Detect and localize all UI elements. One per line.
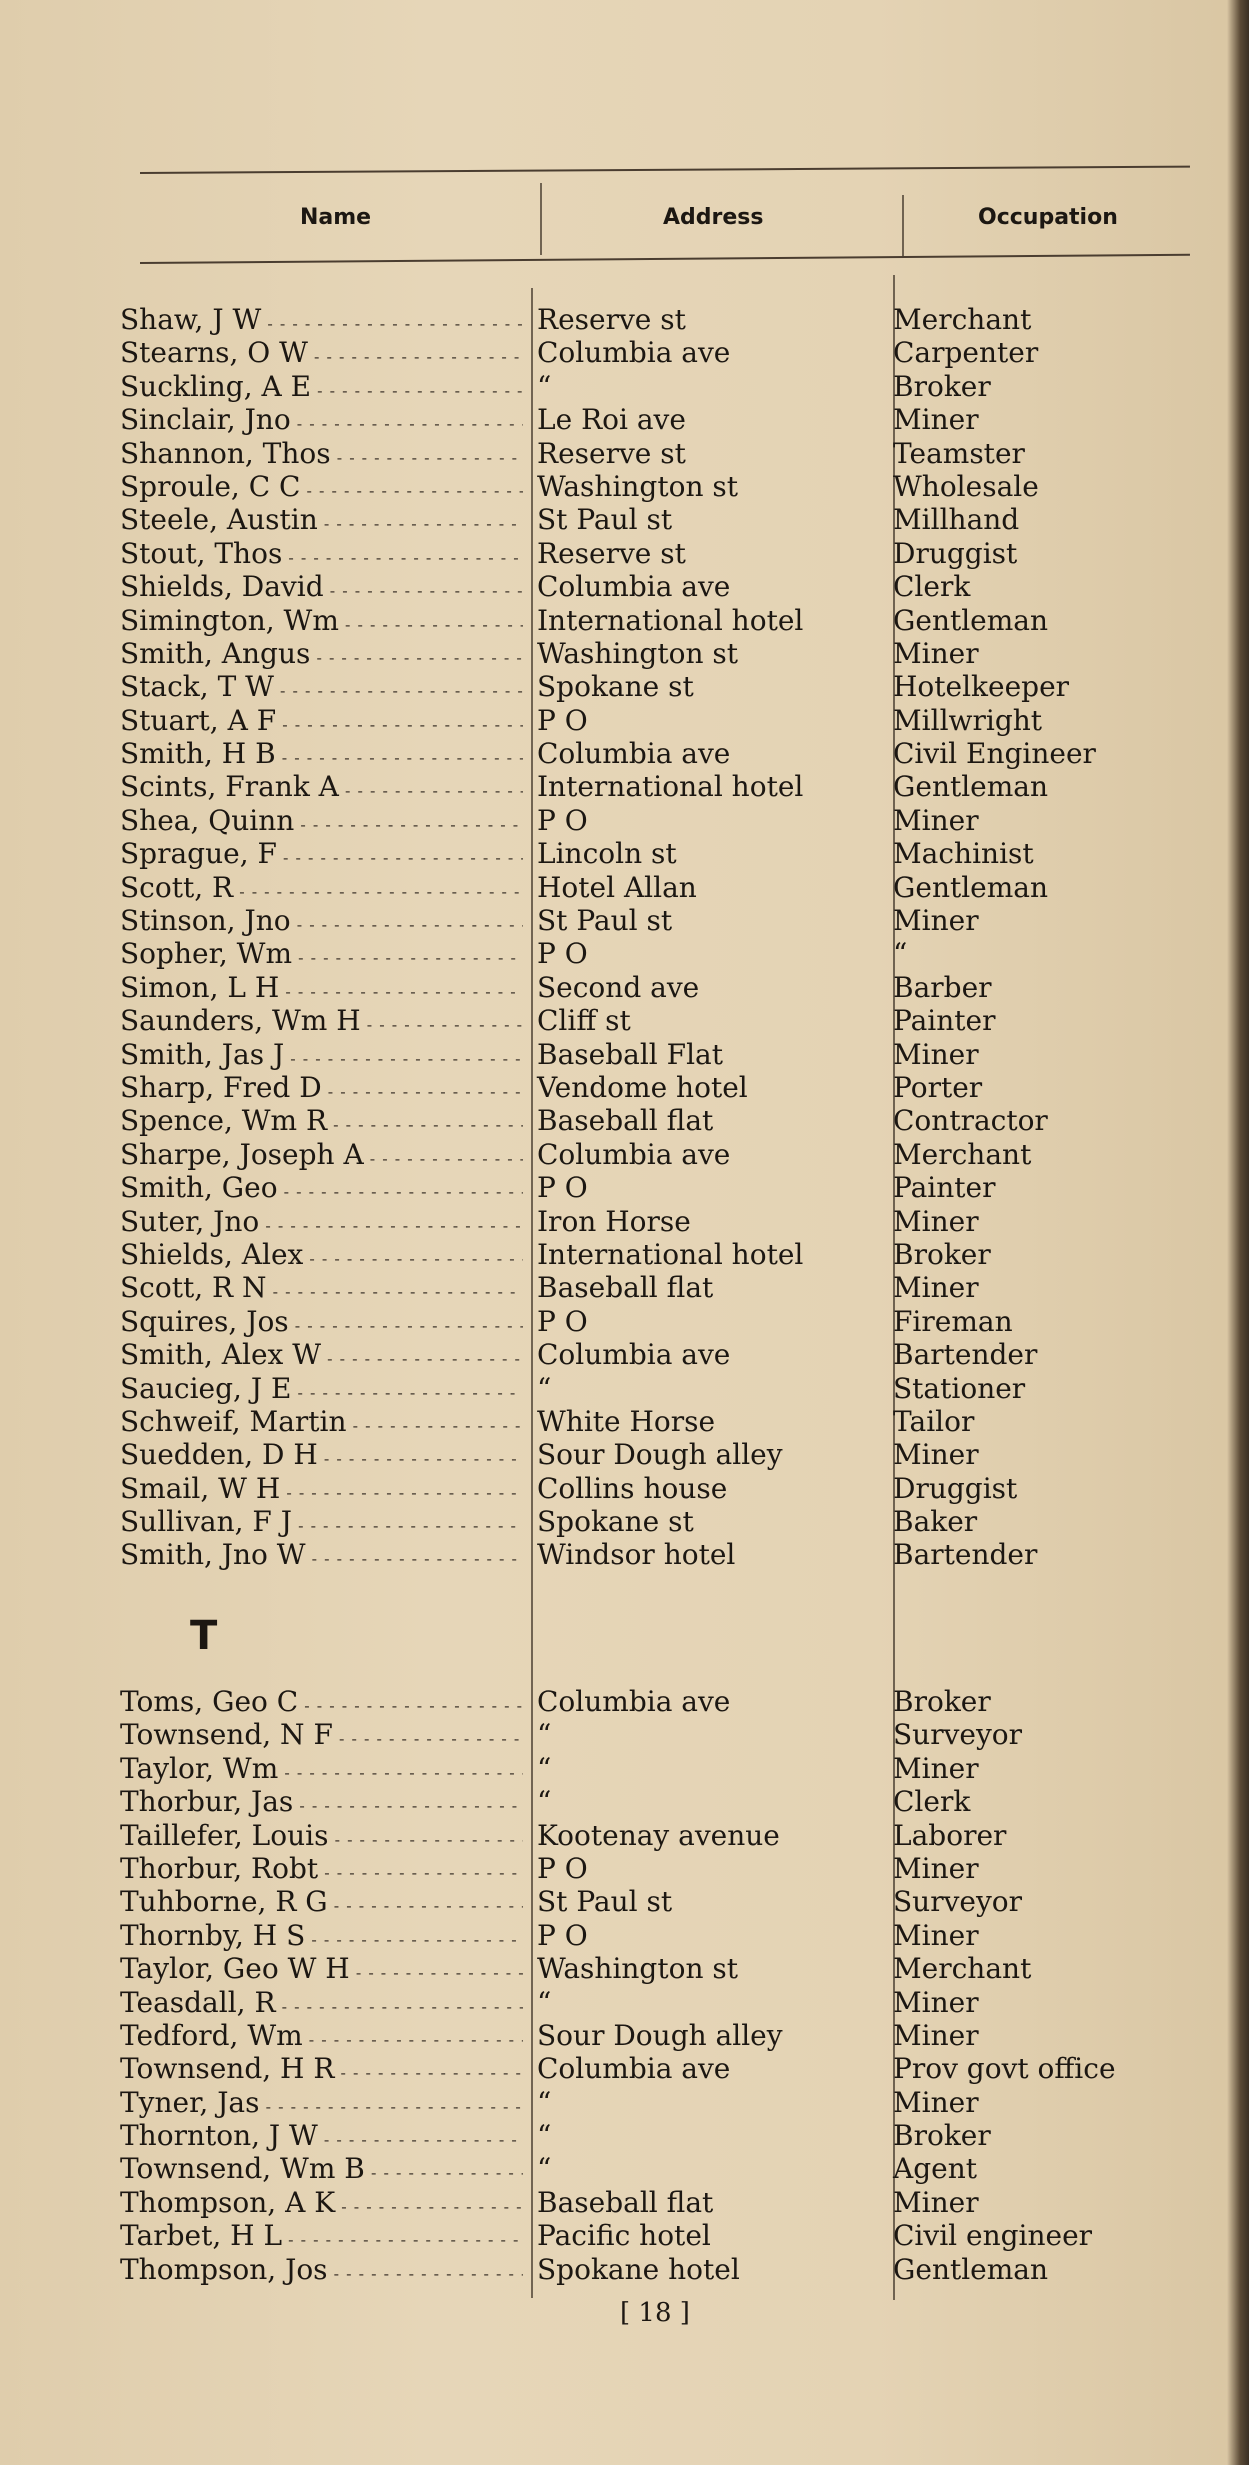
directory-entry — [0, 670, 1249, 703]
entry-address: Cliff st — [537, 1004, 631, 1038]
directory-entry — [0, 1138, 1249, 1171]
entry-name: Shea, Quinn - - - — [120, 804, 523, 841]
entry-name: Thorbur, Jas - - - — [120, 1785, 523, 1822]
entry-name: Simon, L H - - - — [120, 971, 523, 1008]
entry-name: Suckling, A E - - - — [120, 370, 523, 407]
entry-name: Smail, W H - - - — [120, 1472, 523, 1509]
entry-name: Taillefer, Louis - - - — [120, 1819, 523, 1856]
directory-entry — [0, 1271, 1249, 1304]
entry-name: Toms, Geo C - - - — [120, 1685, 523, 1722]
entry-name: Sprague, F - - - — [120, 837, 523, 874]
entry-occupation: Broker — [893, 1237, 991, 1271]
entry-address: Hotel Allan — [537, 870, 697, 904]
entry-occupation: Teamster — [893, 436, 1025, 470]
entry-occupation: Hotelkeeper — [893, 670, 1070, 704]
header-divider-right — [902, 195, 904, 257]
directory-entry — [0, 804, 1249, 837]
entry-name: Taylor, Wm - - - — [120, 1752, 523, 1789]
entry-name: Thornton, J W - - - — [120, 2119, 523, 2156]
directory-entry — [0, 1038, 1249, 1071]
entry-name: Schweif, Martin - - - — [120, 1405, 523, 1442]
entry-occupation: Druggist — [893, 1471, 1018, 1505]
entry-address: “ — [537, 1718, 552, 1752]
entry-occupation: Gentleman — [893, 603, 1049, 637]
directory-entry — [0, 336, 1249, 369]
entry-occupation: Surveyor — [893, 1718, 1023, 1752]
entry-name: Smith, Alex W - - - — [120, 1338, 523, 1375]
entry-address: Spokane hotel — [537, 2252, 740, 2286]
directory-entry — [0, 1405, 1249, 1438]
entry-address: Baseball flat — [537, 2185, 714, 2219]
entry-occupation: Miner — [893, 2018, 979, 2052]
entry-name: Scott, R N - - - — [120, 1271, 523, 1308]
entry-address: Washington st — [537, 636, 739, 670]
entry-address: Pacific hotel — [537, 2219, 711, 2253]
entry-name: Simington, Wm - - - — [120, 604, 523, 641]
entry-occupation: Miner — [893, 1985, 979, 2019]
directory-entry — [0, 837, 1249, 870]
entry-name: Taylor, Geo W H - - - — [120, 1952, 523, 1989]
entry-address: “ — [537, 1985, 552, 2019]
entry-occupation: Miner — [893, 2085, 979, 2119]
directory-entry — [0, 871, 1249, 904]
entry-name: Shaw, J W - - - — [120, 303, 523, 340]
directory-entry — [0, 2119, 1249, 2152]
entry-name: Thompson, A K - - - — [120, 2186, 523, 2223]
entry-address: Iron Horse — [537, 1204, 691, 1238]
directory-entry — [0, 1372, 1249, 1405]
directory-entry — [0, 2019, 1249, 2052]
directory-entry — [0, 1752, 1249, 1785]
directory-entry — [0, 1885, 1249, 1918]
directory-entry — [0, 637, 1249, 670]
directory-entry — [0, 303, 1249, 336]
entry-address: P O — [537, 703, 588, 737]
column-header-address: Address — [663, 205, 764, 230]
directory-entry — [0, 1305, 1249, 1338]
entry-occupation: Druggist — [893, 536, 1018, 570]
entry-address: Baseball Flat — [537, 1037, 723, 1071]
directory-entry — [0, 1505, 1249, 1538]
entry-name: Scott, R - - - — [120, 871, 523, 908]
entry-name: Tyner, Jas - - - — [120, 2086, 523, 2123]
entry-address: Vendome hotel — [537, 1070, 748, 1104]
directory-entry — [0, 1071, 1249, 1104]
entry-name: Stearns, O W - - - — [120, 336, 523, 373]
directory-entry — [0, 437, 1249, 470]
section-letter-t: T — [190, 1613, 218, 1659]
entry-address: Sour Dough alley — [537, 1438, 783, 1472]
entry-address: Washington st — [537, 469, 739, 503]
entry-name: Stack, T W - - - — [120, 670, 523, 707]
entry-name: Stuart, A F - - - — [120, 704, 523, 741]
entry-address: International hotel — [537, 770, 804, 804]
directory-entry — [0, 2152, 1249, 2185]
entry-address: Kootenay avenue — [537, 1818, 780, 1852]
directory-entry — [0, 570, 1249, 603]
entry-occupation: Gentleman — [893, 770, 1049, 804]
entry-name: Steele, Austin - - - — [120, 503, 523, 540]
directory-entry — [0, 1238, 1249, 1271]
entry-occupation: Contractor — [893, 1104, 1048, 1138]
entry-occupation: Wholesale — [893, 469, 1039, 503]
directory-entry — [0, 1205, 1249, 1238]
directory-entry — [0, 604, 1249, 637]
entry-occupation: “ — [893, 937, 908, 971]
entry-address: Baseball flat — [537, 1104, 714, 1138]
directory-entry — [0, 1472, 1249, 1505]
entry-occupation: Miner — [893, 636, 979, 670]
entry-address: St Paul st — [537, 503, 673, 537]
entry-name: Townsend, H R - - - — [120, 2052, 523, 2089]
directory-entry — [0, 1538, 1249, 1571]
entry-occupation: Barber — [893, 970, 992, 1004]
entry-name: Scints, Frank A - - - — [120, 770, 523, 807]
entry-address: Columbia ave — [537, 1338, 731, 1372]
entry-name: Sharpe, Joseph A - - - — [120, 1138, 523, 1175]
entry-address: “ — [537, 369, 552, 403]
header-top-rule — [140, 166, 1190, 174]
entry-name: Suter, Jno - - - — [120, 1205, 523, 1242]
entry-address: Spokane st — [537, 1505, 694, 1539]
entry-address: P O — [537, 1918, 588, 1952]
entry-address: Baseball flat — [537, 1271, 714, 1305]
entry-name: Smith, Geo - - - — [120, 1171, 523, 1208]
entry-name: Smith, Jno W - - - — [120, 1538, 523, 1575]
entry-occupation: Bartender — [893, 1538, 1038, 1572]
directory-entry — [0, 704, 1249, 737]
entry-address: “ — [537, 2119, 552, 2153]
entry-address: White Horse — [537, 1404, 716, 1438]
entry-name: Thornby, H S - - - — [120, 1919, 523, 1956]
entry-name: Stinson, Jno - - - — [120, 904, 523, 941]
directory-entry — [0, 2253, 1249, 2286]
directory-entry — [0, 403, 1249, 436]
directory-entry — [0, 2086, 1249, 2119]
entry-occupation: Broker — [893, 2119, 991, 2153]
entry-occupation: Prov govt office — [893, 2052, 1116, 2086]
entry-address: P O — [537, 1304, 588, 1338]
entry-address: P O — [537, 803, 588, 837]
directory-entry — [0, 1952, 1249, 1985]
entry-occupation: Fireman — [893, 1304, 1013, 1338]
entry-name: Smith, Angus - - - — [120, 637, 523, 674]
entry-address: Sour Dough alley — [537, 2018, 783, 2052]
entry-occupation: Miner — [893, 1037, 979, 1071]
entry-address: Le Roi ave — [537, 403, 686, 437]
entry-occupation: Carpenter — [893, 336, 1039, 370]
entry-occupation: Miner — [893, 2185, 979, 2219]
entry-address: Reserve st — [537, 303, 686, 336]
entry-address: Reserve st — [537, 436, 686, 470]
entry-occupation: Millhand — [893, 503, 1020, 537]
entry-address: International hotel — [537, 603, 804, 637]
directory-entry — [0, 1718, 1249, 1751]
directory-entry — [0, 904, 1249, 937]
entry-address: Columbia ave — [537, 1137, 731, 1171]
directory-entry — [0, 1986, 1249, 2019]
directory-entry — [0, 2186, 1249, 2219]
entry-occupation: Merchant — [893, 1952, 1032, 1986]
directory-entry — [0, 1438, 1249, 1471]
entry-occupation: Tailor — [893, 1404, 975, 1438]
entry-occupation: Miner — [893, 1204, 979, 1238]
entry-occupation: Bartender — [893, 1338, 1038, 1372]
entry-occupation: Broker — [893, 369, 991, 403]
entry-address: International hotel — [537, 1237, 804, 1271]
column-header-occupation: Occupation — [978, 205, 1118, 230]
entry-occupation: Miner — [893, 1918, 979, 1952]
entry-occupation: Clerk — [893, 570, 971, 604]
entry-address: Windsor hotel — [537, 1538, 736, 1572]
directory-entry — [0, 1919, 1249, 1952]
entry-address: “ — [537, 1785, 552, 1819]
column-header-name: Name — [300, 205, 372, 230]
entry-address: St Paul st — [537, 904, 673, 938]
entry-occupation: Miner — [893, 1438, 979, 1472]
entry-occupation: Merchant — [893, 1137, 1032, 1171]
directory-entry — [0, 1685, 1249, 1718]
entry-occupation: Merchant — [893, 303, 1032, 336]
entry-address: P O — [537, 1171, 588, 1205]
entry-name: Saucieg, J E - - - — [120, 1372, 523, 1409]
entry-name: Shannon, Thos - - - — [120, 437, 523, 474]
entry-occupation: Civil Engineer — [893, 737, 1096, 771]
entry-occupation: Machinist — [893, 837, 1034, 871]
entry-occupation: Miner — [893, 803, 979, 837]
directory-entry — [0, 1104, 1249, 1137]
entry-occupation: Painter — [893, 1171, 996, 1205]
entry-occupation: Gentleman — [893, 2252, 1049, 2286]
entry-occupation: Surveyor — [893, 1885, 1023, 1919]
entry-address: “ — [537, 2152, 552, 2186]
entry-address: Columbia ave — [537, 336, 731, 370]
entry-name: Shields, Alex - - - — [120, 1238, 523, 1275]
entry-occupation: Miner — [893, 1751, 979, 1785]
entry-name: Sinclair, Jno - - - — [120, 403, 523, 440]
entry-name: Sullivan, F J - - - — [120, 1505, 523, 1542]
directory-list-s — [0, 303, 1249, 1572]
entry-address: Lincoln st — [537, 837, 677, 871]
entry-name: Sproule, C C - - - — [120, 470, 523, 507]
directory-entry — [0, 2052, 1249, 2085]
entry-occupation: Clerk — [893, 1785, 971, 1819]
directory-entry — [0, 937, 1249, 970]
entry-occupation: Agent — [893, 2152, 977, 2186]
entry-address: Columbia ave — [537, 570, 731, 604]
entry-name: Saunders, Wm H - - - — [120, 1004, 523, 1041]
entry-name: Tuhborne, R G - - - — [120, 1885, 523, 1922]
directory-entry — [0, 1338, 1249, 1371]
entry-address: Columbia ave — [537, 737, 731, 771]
entry-address: St Paul st — [537, 1885, 673, 1919]
entry-occupation: Miner — [893, 1271, 979, 1305]
directory-entry — [0, 770, 1249, 803]
entry-name: Sharp, Fred D - - - — [120, 1071, 523, 1108]
directory-entry — [0, 1004, 1249, 1037]
entry-name: Tarbet, H L - - - — [120, 2219, 523, 2256]
directory-entry — [0, 1819, 1249, 1852]
directory-entry — [0, 2219, 1249, 2252]
entry-occupation: Miner — [893, 904, 979, 938]
entry-address: Washington st — [537, 1952, 739, 1986]
directory-entry — [0, 470, 1249, 503]
entry-name: Squires, Jos - - - — [120, 1305, 523, 1342]
entry-name: Smith, H B - - - — [120, 737, 523, 774]
directory-entry — [0, 370, 1249, 403]
entry-name: Suedden, D H - - - — [120, 1438, 523, 1475]
directory-entry — [0, 1785, 1249, 1818]
directory-entry — [0, 537, 1249, 570]
entry-occupation: Porter — [893, 1070, 983, 1104]
entry-address: Second ave — [537, 970, 700, 1004]
entry-occupation: Baker — [893, 1505, 978, 1539]
entry-address: Columbia ave — [537, 1685, 731, 1718]
directory-entry — [0, 1171, 1249, 1204]
directory-entry — [0, 1852, 1249, 1885]
entry-name: Thompson, Jos - - - — [120, 2253, 523, 2290]
directory-entry — [0, 737, 1249, 770]
entry-address: Spokane st — [537, 670, 694, 704]
entry-occupation: Miner — [893, 1851, 979, 1885]
entry-name: Spence, Wm R - - - — [120, 1104, 523, 1141]
entry-address: Columbia ave — [537, 2052, 731, 2086]
entry-address: P O — [537, 937, 588, 971]
page-number: [ 18 ] — [620, 2298, 690, 2328]
header-divider-left — [540, 183, 542, 255]
entry-occupation: Laborer — [893, 1818, 1007, 1852]
directory-entry — [0, 503, 1249, 536]
entry-address: “ — [537, 2085, 552, 2119]
entry-address: “ — [537, 1751, 552, 1785]
entry-occupation: Gentleman — [893, 870, 1049, 904]
entry-address: P O — [537, 1851, 588, 1885]
entry-occupation: Painter — [893, 1004, 996, 1038]
entry-address: Reserve st — [537, 536, 686, 570]
entry-name: Sopher, Wm - - - — [120, 937, 523, 974]
entry-occupation: Civil engineer — [893, 2219, 1093, 2253]
entry-name: Thorbur, Robt - - - — [120, 1852, 523, 1889]
entry-address: “ — [537, 1371, 552, 1405]
entry-name: Teasdall, R - - - — [120, 1986, 523, 2023]
entry-address: Collins house — [537, 1471, 728, 1505]
entry-name: Townsend, N F - - - — [120, 1718, 523, 1755]
entry-name: Smith, Jas J - - - — [120, 1038, 523, 1075]
entry-name: Tedford, Wm - - - — [120, 2019, 523, 2056]
directory-entry — [0, 971, 1249, 1004]
entry-occupation: Miner — [893, 403, 979, 437]
header-bottom-rule — [140, 254, 1190, 264]
entry-occupation: Broker — [893, 1685, 991, 1718]
entry-name: Stout, Thos - - - — [120, 537, 523, 574]
entry-name: Shields, David - - - — [120, 570, 523, 607]
entry-occupation: Stationer — [893, 1371, 1026, 1405]
entry-occupation: Millwright — [893, 703, 1043, 737]
entry-name: Townsend, Wm B - - - — [120, 2152, 523, 2189]
directory-list-t — [0, 1685, 1249, 2286]
